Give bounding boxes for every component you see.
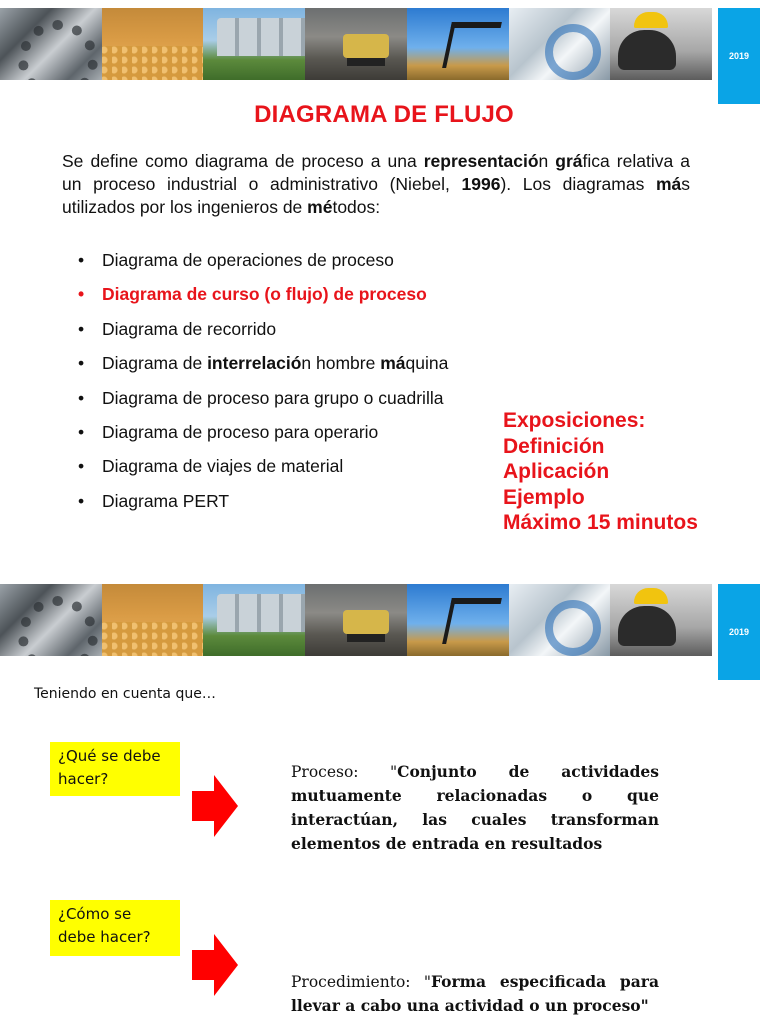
bullet-icon: • (78, 284, 85, 305)
silos-image (203, 584, 305, 656)
list-item-label: Diagrama de curso (o flujo) de proceso (102, 284, 427, 305)
list-item-label: Diagrama PERT (102, 490, 230, 511)
list-item-bold: má (380, 353, 406, 374)
grain-hands-image (102, 8, 204, 80)
robot-arm-image (509, 584, 611, 656)
gears-image (0, 584, 102, 656)
list-item-label: Diagrama de recorrido (102, 318, 277, 339)
diagram-types-list (78, 249, 448, 524)
banner-images-top (0, 8, 712, 80)
process-definition (291, 760, 659, 856)
list-item-label (102, 352, 448, 386)
mining-truck-image (305, 584, 407, 656)
exposiciones-note (503, 408, 698, 536)
intro-bold: mé (307, 197, 333, 217)
mining-truck-image (305, 8, 407, 80)
exposiciones-line: Máximo 15 minutos (503, 511, 698, 535)
question-how-box: ¿Cómo se debe hacer? (50, 900, 180, 956)
intro-text: ). Los diagramas (500, 174, 656, 194)
list-item-label: Diagrama de proceso para grupo o cuadrilla (102, 387, 444, 408)
exposiciones-line: Aplicación (503, 460, 610, 484)
list-item-text: n hombre (301, 353, 381, 374)
question-what-box: ¿Qué se debe hacer? (50, 742, 180, 796)
exposiciones-heading: Exposiciones: (503, 409, 646, 432)
list-item-highlighted (78, 283, 448, 317)
definition-label: Proceso: " (291, 763, 398, 781)
intro-bold: grá (555, 151, 583, 171)
list-item (78, 421, 448, 455)
list-item-bold: interrelació (207, 353, 302, 374)
year-label: 2019 (728, 51, 750, 61)
list-item-text: Diagrama de (102, 353, 208, 374)
slide-title: DIAGRAMA DE FLUJO (254, 101, 514, 128)
list-item (78, 249, 448, 283)
bullet-icon: • (78, 387, 85, 408)
list-item (78, 318, 448, 352)
intro-bold: representació (423, 151, 539, 171)
intro-bold: má (655, 174, 682, 194)
list-item (78, 387, 448, 421)
bullet-icon: • (78, 421, 85, 442)
procedure-definition (291, 970, 659, 1018)
intro-text: todos: (332, 197, 381, 217)
year-badge (718, 8, 760, 104)
intro-bold: 1996 (461, 174, 501, 194)
list-item (78, 352, 448, 386)
right-arrow-icon (192, 775, 238, 837)
list-item (78, 490, 448, 524)
intro-text: Se define como diagrama de proceso a una (62, 151, 424, 171)
gears-image (0, 8, 102, 80)
definition-text: Conjunto de actividades mutuamente relacionadas o que interactúan, las cuales transforman elementos de entrada en resultados (291, 762, 659, 853)
oil-pump-image (407, 584, 509, 656)
banner-images-bottom (0, 584, 712, 656)
intro-text: s utilizados por los ingenieros de (62, 174, 690, 217)
exposiciones-line: Ejemplo (503, 485, 585, 509)
bullet-icon: • (78, 456, 85, 477)
robot-arm-image (509, 8, 611, 80)
bullet-icon: • (78, 490, 85, 511)
silos-image (203, 8, 305, 80)
grain-hands-image (102, 584, 204, 656)
intro-paragraph (62, 150, 690, 219)
year-label: 2019 (728, 627, 750, 637)
intro-text: fica relativa a un proceso industrial o administrativo (Niebel, (62, 151, 690, 194)
list-item-label: Diagrama de viajes de material (102, 456, 344, 477)
year-badge (718, 584, 760, 680)
oil-pump-image (407, 8, 509, 80)
right-arrow-icon (192, 934, 238, 996)
list-item-text: quina (405, 353, 449, 374)
intro-text: n (538, 151, 556, 171)
bullet-icon: • (78, 250, 85, 270)
context-intro: Teniendo en cuenta que… (34, 686, 216, 702)
bullet-icon: • (78, 318, 85, 339)
exposiciones-line: Definición (503, 434, 605, 458)
bullet-icon: • (78, 353, 85, 374)
list-item (78, 455, 448, 489)
engineer-image (610, 8, 712, 80)
list-item-label: Diagrama de proceso para operario (102, 421, 379, 442)
engineer-image (610, 584, 712, 656)
list-item-label: Diagrama de operaciones de proceso (102, 250, 394, 270)
definition-text: Forma especificada para llevar a cabo una actividad o un proceso" (291, 972, 660, 1015)
definition-label: Procedimiento: " (291, 973, 431, 991)
